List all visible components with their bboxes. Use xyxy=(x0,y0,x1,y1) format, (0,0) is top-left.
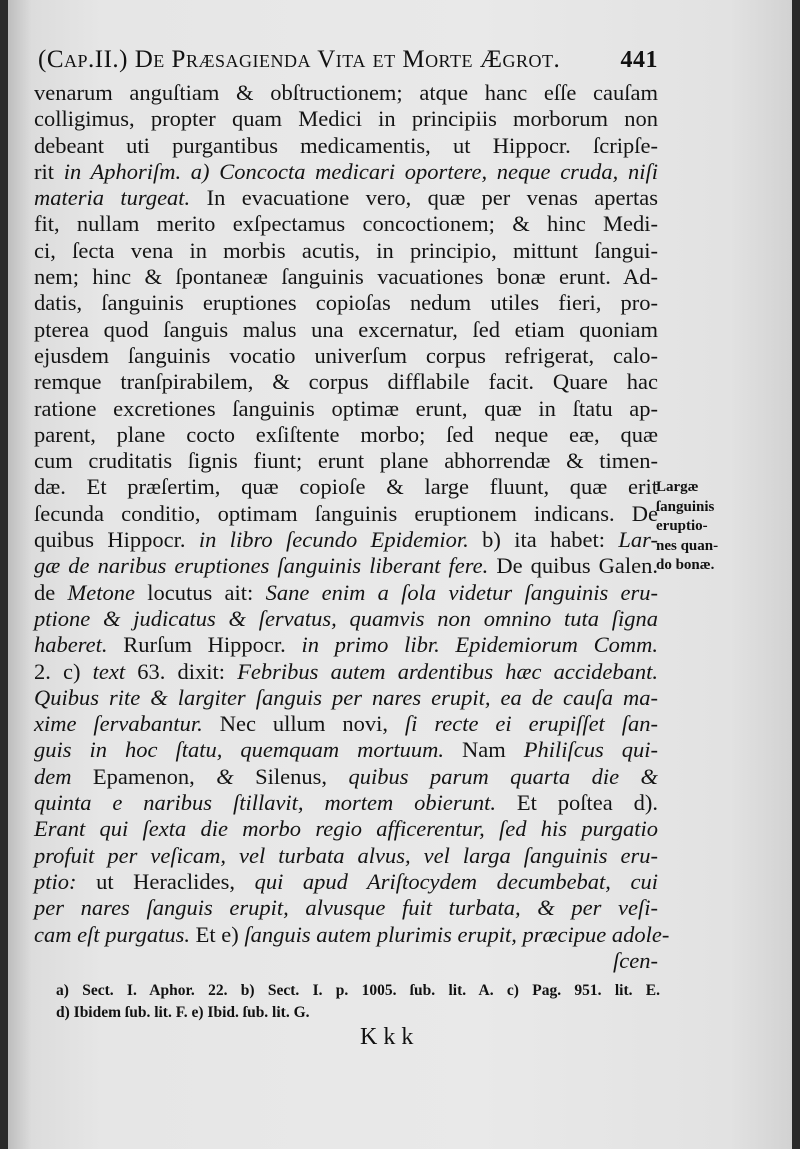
text-line xyxy=(34,290,658,316)
italic-text: guis in hoc ſtatu, quemquam mortuum. xyxy=(34,737,444,763)
text-line xyxy=(34,211,658,237)
text-line xyxy=(34,106,658,132)
italic-text: Metone xyxy=(67,579,135,605)
roman-text: Silenus, xyxy=(233,763,349,789)
roman-text: locutus ait: xyxy=(135,579,266,605)
book-page xyxy=(8,0,792,1149)
text-line xyxy=(34,80,658,106)
text-line xyxy=(34,527,658,553)
roman-text: datis, ſanguinis eruptiones copioſas nedum utiles fieri, pro- xyxy=(34,290,658,316)
italic-text: Febribus autem ardentibus hæc accidebant. xyxy=(237,658,658,684)
italic-text: Erant qui ſexta die morbo regio afficerentur, ſed his purgatio xyxy=(34,816,658,842)
text-line xyxy=(34,921,670,948)
roman-text: cum cruditatis ſignis fiunt; erunt plane abhorrendæ & timen- xyxy=(34,448,658,474)
text-line xyxy=(34,948,658,974)
text-line xyxy=(34,474,658,500)
roman-text: Epamenon, xyxy=(71,763,217,789)
roman-text: 2. c) xyxy=(34,658,93,684)
italic-text: materia turgeat. xyxy=(34,185,191,211)
italic-text: profuit per veſicam, vel turbata alvus, vel larga ſanguinis eru- xyxy=(34,842,658,868)
text-line xyxy=(34,790,658,816)
roman-text: In evacuatione vero, quæ per venas apertas xyxy=(190,185,658,211)
roman-text: ci, ſecta vena in morbis acutis, in principio, mittunt ſangui- xyxy=(34,237,658,263)
italic-text: per nares ſanguis erupit, alvusque fuit turbata, & per veſi- xyxy=(34,895,658,921)
roman-text: dæ. Et præſertim, quæ copioſe & large fluunt, quæ erit xyxy=(34,474,658,500)
italic-text: ptione & judicatus & ſervatus, quamvis non omnino tuta ſigna xyxy=(34,605,658,631)
text-line xyxy=(34,580,658,606)
italic-text: in Aphoriſm. a) Concocta medicari oportere, neque cruda, niſi xyxy=(63,158,658,184)
roman-text: colligimus, propter quam Medici in principiis morborum non xyxy=(34,106,658,132)
italic-text: quibus parum quarta die & xyxy=(348,763,659,789)
italic-text: haberet. xyxy=(34,632,108,658)
italic-text: xime ſervabantur. xyxy=(34,711,203,737)
text-line xyxy=(34,238,658,264)
footnotes xyxy=(56,980,660,1024)
text-line xyxy=(34,317,658,343)
text-line xyxy=(34,711,658,737)
text-line xyxy=(34,685,658,711)
text-line xyxy=(34,632,658,658)
italic-text: ſi recte ei erupiſſet ſan- xyxy=(404,711,658,737)
roman-text: fit, nullam merito exſpectamus concoctionem; & hinc Medi- xyxy=(34,211,658,237)
roman-text: parent, plane cocto exſiſtente morbo; ſed neque eæ, quæ xyxy=(34,421,658,447)
italic-text: quinta e naribus ſtillavit, mortem obierunt. xyxy=(34,790,496,816)
italic-text: & xyxy=(216,763,234,789)
roman-text: Nam xyxy=(444,737,524,763)
roman-text: Nec ullum novi, xyxy=(202,711,405,737)
roman-text: remque tranſpirabilem, & corpus difflabile facit. Quare hac xyxy=(34,369,658,395)
footnote-line-1: a) Sect. I. Aphor. 22. b) Sect. I. p. 1005. ſub. lit. A. c) Pag. 951. lit. E. xyxy=(56,982,660,999)
roman-text: 63. dixit: xyxy=(125,658,238,684)
italic-text: text xyxy=(92,658,126,684)
margin-note-line: do bonæ. xyxy=(656,557,715,573)
roman-text: quibus Hippocr. xyxy=(34,527,199,553)
signature-mark: Kkk xyxy=(360,1024,420,1050)
roman-text: De quibus Galen. xyxy=(488,553,658,579)
roman-text: debeant uti purgantibus medicamentis, ut Hippocr. ſcripſe- xyxy=(34,132,658,158)
italic-text: in primo libr. Epidemiorum Comm. xyxy=(301,632,658,658)
italic-text: Lar- xyxy=(618,527,658,553)
text-line xyxy=(34,553,658,579)
roman-text: Et poſtea d). xyxy=(495,790,658,816)
italic-text: ſcen- xyxy=(613,947,658,973)
text-line xyxy=(34,343,658,369)
text-line xyxy=(34,159,658,185)
text-line xyxy=(34,369,658,395)
italic-text: cam eſt purgatus. xyxy=(34,921,191,947)
main-text xyxy=(34,80,670,974)
italic-text: ſanguis autem plurimis erupit, præcipue adole- xyxy=(244,921,670,947)
text-line xyxy=(34,422,658,448)
roman-text: Rurſum Hippocr. xyxy=(107,632,302,658)
text-line xyxy=(34,501,658,527)
italic-text: Sane enim a ſola videtur ſanguinis eru- xyxy=(265,579,658,605)
roman-text: Et e) xyxy=(190,921,245,947)
text-line xyxy=(34,895,658,921)
italic-text: gæ de naribus eruptiones ſanguinis liberant fere. xyxy=(34,553,489,579)
roman-text: de xyxy=(34,579,68,605)
roman-text: ratione excretiones ſanguinis optimæ erunt, quæ in ſtatu ap- xyxy=(34,395,658,421)
page-header xyxy=(38,46,658,80)
text-line xyxy=(34,816,658,842)
roman-text: ſecunda conditio, optimam ſanguinis eruptionem indicans. De xyxy=(34,500,658,526)
italic-text: dem xyxy=(34,763,72,789)
margin-note-line: ſanguinis xyxy=(656,498,715,515)
text-line xyxy=(34,869,658,895)
text-line xyxy=(34,264,658,290)
roman-text: venarum anguſtiam & obſtructionem; atque hanc eſſe cauſam xyxy=(34,80,658,105)
margin-note-line: nes quan- xyxy=(656,537,719,554)
italic-text: qui apud Ariſtocydem decumbebat, cui xyxy=(254,868,658,894)
page-number: 441 xyxy=(620,47,658,73)
margin-note-line: eruptio- xyxy=(656,518,708,534)
roman-text: rit xyxy=(34,158,64,184)
text-line xyxy=(34,133,658,159)
text-line xyxy=(34,843,658,869)
italic-text: ptio: xyxy=(34,868,77,894)
text-line xyxy=(34,659,658,685)
text-line xyxy=(34,396,658,422)
footnote-line-2: d) Ibidem ſub. lit. F. e) Ibid. ſub. lit. G. xyxy=(56,1004,310,1021)
running-title: (Cap.II.) De Præsagienda Vita et Morte Ægrot. xyxy=(38,46,561,73)
roman-text: nem; hinc & ſpontaneæ ſanguinis vacuationes bonæ erunt. Ad- xyxy=(34,264,658,290)
italic-text: in libro ſecundo Epidemior. xyxy=(198,527,469,553)
margin-note xyxy=(656,478,748,576)
margin-note-line: Largæ xyxy=(656,479,699,495)
roman-text: pterea quod ſanguis malus una excernatur, ſed etiam quoniam xyxy=(34,316,658,342)
roman-text: b) ita habet: xyxy=(468,527,619,553)
text-line xyxy=(34,606,658,632)
text-line xyxy=(34,764,658,790)
roman-text: ejusdem ſanguinis vocatio univerſum corpus refrigerat, calo- xyxy=(34,342,658,368)
text-line xyxy=(34,185,658,211)
roman-text: ut Heraclides, xyxy=(76,868,255,894)
text-line xyxy=(34,448,658,474)
italic-text: Quibus rite & largiter ſanguis per nares erupit, ea de cauſa ma- xyxy=(34,684,658,710)
text-line xyxy=(34,737,658,763)
italic-text: Philiſcus qui- xyxy=(523,737,658,763)
